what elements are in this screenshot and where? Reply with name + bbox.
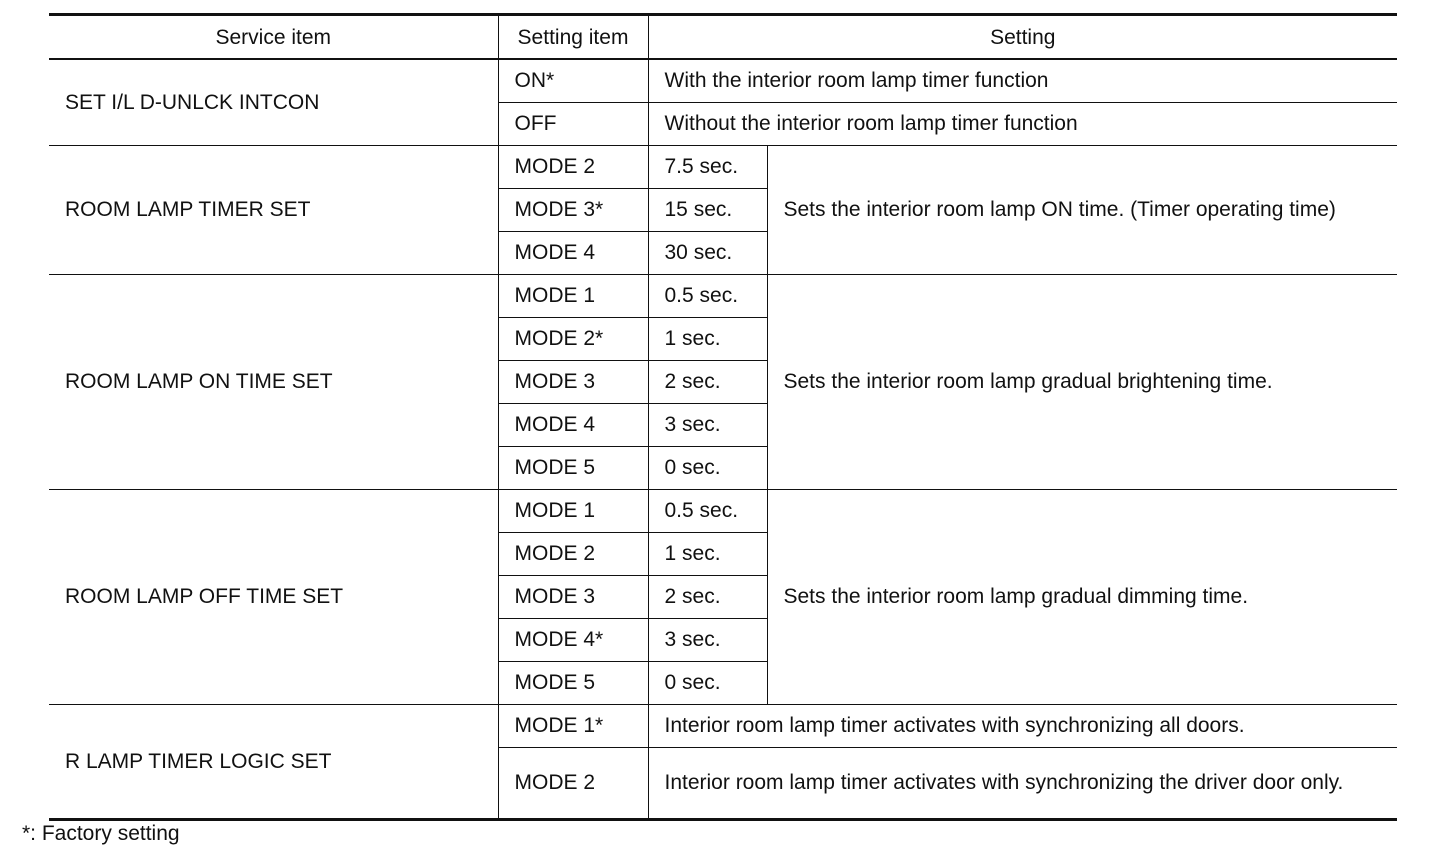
setting-item-cell: ON* bbox=[498, 59, 648, 102]
value-cell: 0 sec. bbox=[648, 446, 767, 489]
table-row bbox=[49, 274, 1397, 317]
service-item-cell: SET I/L D-UNLCK INTCON bbox=[49, 59, 498, 145]
value-cell: 7.5 sec. bbox=[648, 145, 767, 188]
setting-item-cell: MODE 5 bbox=[498, 446, 648, 489]
table-row bbox=[49, 59, 1397, 102]
setting-cell: Without the interior room lamp timer function bbox=[648, 102, 1397, 145]
description-cell: Sets the interior room lamp gradual brightening time. bbox=[767, 274, 1397, 489]
setting-item-cell: MODE 2* bbox=[498, 317, 648, 360]
setting-item-cell: MODE 2 bbox=[498, 145, 648, 188]
value-cell: 2 sec. bbox=[648, 575, 767, 618]
setting-cell: Interior room lamp timer activates with synchronizing the driver door only. bbox=[648, 747, 1397, 819]
table-row bbox=[49, 489, 1397, 532]
value-cell: 0.5 sec. bbox=[648, 489, 767, 532]
setting-item-cell: MODE 4* bbox=[498, 618, 648, 661]
value-cell: 30 sec. bbox=[648, 231, 767, 274]
setting-cell: Interior room lamp timer activates with synchronizing all doors. bbox=[648, 704, 1397, 747]
description-cell: Sets the interior room lamp ON time. (Timer operating time) bbox=[767, 145, 1397, 274]
setting-item-cell: MODE 3 bbox=[498, 575, 648, 618]
setting-item-cell: MODE 4 bbox=[498, 231, 648, 274]
value-cell: 1 sec. bbox=[648, 532, 767, 575]
setting-item-cell: MODE 1 bbox=[498, 489, 648, 532]
header-setting-item: Setting item bbox=[498, 15, 648, 60]
header-setting: Setting bbox=[648, 15, 1397, 60]
service-settings-table bbox=[49, 13, 1397, 821]
setting-item-cell: MODE 4 bbox=[498, 403, 648, 446]
setting-item-cell: MODE 2 bbox=[498, 747, 648, 819]
service-item-cell: ROOM LAMP ON TIME SET bbox=[49, 274, 498, 489]
table-row bbox=[49, 145, 1397, 188]
table-row bbox=[49, 704, 1397, 747]
setting-item-cell: MODE 1* bbox=[498, 704, 648, 747]
service-item-cell: R LAMP TIMER LOGIC SET bbox=[49, 704, 498, 819]
description-cell: Sets the interior room lamp gradual dimming time. bbox=[767, 489, 1397, 704]
table-header-row bbox=[49, 15, 1397, 60]
service-item-cell: ROOM LAMP OFF TIME SET bbox=[49, 489, 498, 704]
value-cell: 3 sec. bbox=[648, 618, 767, 661]
footnote: *: Factory setting bbox=[22, 822, 180, 845]
setting-item-cell: MODE 3 bbox=[498, 360, 648, 403]
value-cell: 0.5 sec. bbox=[648, 274, 767, 317]
value-cell: 0 sec. bbox=[648, 661, 767, 704]
value-cell: 3 sec. bbox=[648, 403, 767, 446]
service-item-cell: ROOM LAMP TIMER SET bbox=[49, 145, 498, 274]
value-cell: 2 sec. bbox=[648, 360, 767, 403]
setting-item-cell: MODE 3* bbox=[498, 188, 648, 231]
value-cell: 1 sec. bbox=[648, 317, 767, 360]
setting-item-cell: OFF bbox=[498, 102, 648, 145]
setting-item-cell: MODE 2 bbox=[498, 532, 648, 575]
value-cell: 15 sec. bbox=[648, 188, 767, 231]
header-service-item: Service item bbox=[49, 15, 498, 60]
setting-item-cell: MODE 5 bbox=[498, 661, 648, 704]
setting-item-cell: MODE 1 bbox=[498, 274, 648, 317]
setting-cell: With the interior room lamp timer function bbox=[648, 59, 1397, 102]
